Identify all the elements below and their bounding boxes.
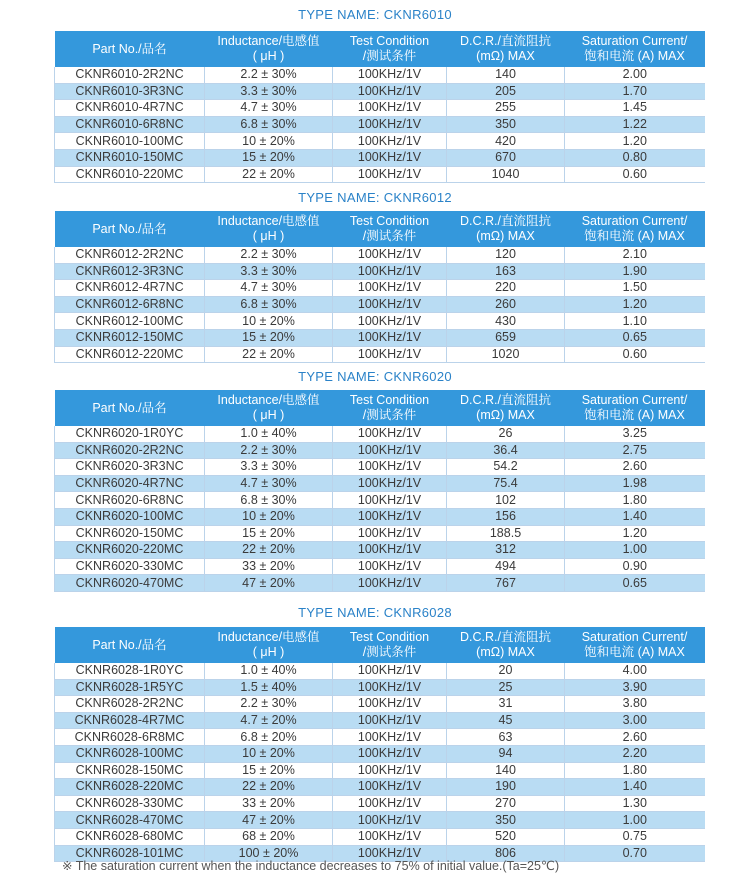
saturation-current-cell: 3.90: [565, 679, 705, 696]
saturation-current-cell: 1.30: [565, 795, 705, 812]
test-condition-cell: 100KHz/1V: [333, 795, 447, 812]
spec-table: [54, 390, 705, 592]
test-condition-cell: 100KHz/1V: [333, 508, 447, 525]
part-no-cell: CKNR6028-330MC: [55, 795, 205, 812]
section-title: TYPE NAME: CKNR6028: [298, 605, 452, 620]
dcr-cell: 156: [447, 508, 565, 525]
part-no-cell: CKNR6010-150MC: [55, 149, 205, 166]
saturation-current-cell: 1.40: [565, 779, 705, 796]
dcr-cell: 36.4: [447, 442, 565, 459]
inductance-cell: 6.8 ± 30%: [205, 116, 333, 133]
table-row: [55, 426, 705, 442]
inductance-cell: 4.7 ± 20%: [205, 712, 333, 729]
inductance-cell: 100 ± 20%: [205, 845, 333, 862]
dcr-cell: 430: [447, 313, 565, 330]
inductance-cell: 2.2 ± 30%: [205, 696, 333, 713]
test-condition-cell: 100KHz/1V: [333, 492, 447, 509]
spec-table: [54, 627, 705, 862]
header-test-condition: Test Condition /测试条件: [333, 31, 447, 67]
dcr-cell: 163: [447, 263, 565, 280]
part-no-cell: CKNR6028-101MC: [55, 845, 205, 862]
part-no-cell: CKNR6028-4R7MC: [55, 712, 205, 729]
inductance-cell: 3.3 ± 30%: [205, 459, 333, 476]
dcr-cell: 312: [447, 542, 565, 559]
inductance-cell: 10 ± 20%: [205, 133, 333, 150]
header-inductance: Inductance/电感值 ( μH ): [205, 31, 333, 67]
inductance-cell: 4.7 ± 30%: [205, 280, 333, 297]
section-title: TYPE NAME: CKNR6010: [298, 7, 452, 22]
dcr-cell: 25: [447, 679, 565, 696]
table-row: [55, 116, 705, 133]
test-condition-cell: 100KHz/1V: [333, 280, 447, 297]
test-condition-cell: 100KHz/1V: [333, 762, 447, 779]
part-no-cell: CKNR6010-220MC: [55, 166, 205, 183]
part-no-cell: CKNR6020-470MC: [55, 575, 205, 592]
table-row: [55, 475, 705, 492]
part-no-cell: CKNR6028-100MC: [55, 745, 205, 762]
inductance-cell: 1.0 ± 40%: [205, 426, 333, 442]
test-condition-cell: 100KHz/1V: [333, 663, 447, 679]
inductance-cell: 33 ± 20%: [205, 795, 333, 812]
test-condition-cell: 100KHz/1V: [333, 247, 447, 263]
dcr-cell: 255: [447, 100, 565, 117]
saturation-current-cell: 2.20: [565, 745, 705, 762]
table-row: [55, 83, 705, 100]
table-row: [55, 779, 705, 796]
saturation-current-cell: 2.00: [565, 67, 705, 83]
dcr-cell: 120: [447, 247, 565, 263]
test-condition-cell: 100KHz/1V: [333, 329, 447, 346]
part-no-cell: CKNR6012-3R3NC: [55, 263, 205, 280]
section-title: TYPE NAME: CKNR6020: [298, 369, 452, 384]
part-no-cell: CKNR6028-470MC: [55, 812, 205, 829]
table-row: [55, 795, 705, 812]
header-dcr: D.C.R./直流阻抗 (mΩ) MAX: [447, 390, 565, 426]
table-row: [55, 296, 705, 313]
inductance-cell: 10 ± 20%: [205, 745, 333, 762]
table-row: [55, 329, 705, 346]
saturation-current-cell: 0.65: [565, 329, 705, 346]
dcr-cell: 26: [447, 426, 565, 442]
test-condition-cell: 100KHz/1V: [333, 475, 447, 492]
table-row: [55, 280, 705, 297]
header-part-no: Part No./品名: [55, 627, 205, 663]
table-row: [55, 745, 705, 762]
test-condition-cell: 100KHz/1V: [333, 166, 447, 183]
table-row: [55, 812, 705, 829]
inductance-cell: 2.2 ± 30%: [205, 247, 333, 263]
dcr-cell: 270: [447, 795, 565, 812]
saturation-current-cell: 1.20: [565, 296, 705, 313]
table-row: [55, 712, 705, 729]
dcr-cell: 63: [447, 729, 565, 746]
header-part-no: Part No./品名: [55, 31, 205, 67]
header-saturation-current: Saturation Current/ 饱和电流 (A) MAX: [565, 31, 705, 67]
dcr-cell: 45: [447, 712, 565, 729]
part-no-cell: CKNR6028-150MC: [55, 762, 205, 779]
part-no-cell: CKNR6012-150MC: [55, 329, 205, 346]
header-dcr: D.C.R./直流阻抗 (mΩ) MAX: [447, 627, 565, 663]
test-condition-cell: 100KHz/1V: [333, 575, 447, 592]
test-condition-cell: 100KHz/1V: [333, 426, 447, 442]
part-no-cell: CKNR6012-4R7NC: [55, 280, 205, 297]
table-row: [55, 679, 705, 696]
test-condition-cell: 100KHz/1V: [333, 679, 447, 696]
part-no-cell: CKNR6028-220MC: [55, 779, 205, 796]
dcr-cell: 205: [447, 83, 565, 100]
test-condition-cell: 100KHz/1V: [333, 116, 447, 133]
part-no-cell: CKNR6020-3R3NC: [55, 459, 205, 476]
test-condition-cell: 100KHz/1V: [333, 812, 447, 829]
header-part-no: Part No./品名: [55, 211, 205, 247]
table-row: [55, 525, 705, 542]
test-condition-cell: 100KHz/1V: [333, 67, 447, 83]
header-saturation-current: Saturation Current/ 饱和电流 (A) MAX: [565, 627, 705, 663]
table-row: [55, 492, 705, 509]
saturation-current-cell: 3.00: [565, 712, 705, 729]
part-no-cell: CKNR6012-100MC: [55, 313, 205, 330]
dcr-cell: 350: [447, 116, 565, 133]
header-dcr: D.C.R./直流阻抗 (mΩ) MAX: [447, 211, 565, 247]
inductance-cell: 1.5 ± 40%: [205, 679, 333, 696]
inductance-cell: 47 ± 20%: [205, 575, 333, 592]
header-test-condition: Test Condition /测试条件: [333, 211, 447, 247]
saturation-current-cell: 1.20: [565, 133, 705, 150]
dcr-cell: 1040: [447, 166, 565, 183]
table-row: [55, 346, 705, 363]
dcr-cell: 54.2: [447, 459, 565, 476]
inductance-cell: 47 ± 20%: [205, 812, 333, 829]
saturation-current-cell: 2.60: [565, 729, 705, 746]
table-row: [55, 133, 705, 150]
part-no-cell: CKNR6010-3R3NC: [55, 83, 205, 100]
test-condition-cell: 100KHz/1V: [333, 745, 447, 762]
saturation-current-cell: 1.70: [565, 83, 705, 100]
spec-table: [54, 211, 705, 363]
inductance-cell: 22 ± 20%: [205, 346, 333, 363]
part-no-cell: CKNR6020-6R8NC: [55, 492, 205, 509]
inductance-cell: 2.2 ± 30%: [205, 67, 333, 83]
test-condition-cell: 100KHz/1V: [333, 442, 447, 459]
saturation-current-cell: 1.80: [565, 762, 705, 779]
part-no-cell: CKNR6010-100MC: [55, 133, 205, 150]
saturation-current-cell: 3.25: [565, 426, 705, 442]
part-no-cell: CKNR6020-100MC: [55, 508, 205, 525]
test-condition-cell: 100KHz/1V: [333, 459, 447, 476]
inductance-cell: 22 ± 20%: [205, 166, 333, 183]
table-row: [55, 729, 705, 746]
inductance-cell: 4.7 ± 30%: [205, 475, 333, 492]
table-row: [55, 67, 705, 83]
inductance-cell: 10 ± 20%: [205, 313, 333, 330]
inductance-cell: 33 ± 20%: [205, 558, 333, 575]
dcr-cell: 31: [447, 696, 565, 713]
inductance-cell: 4.7 ± 30%: [205, 100, 333, 117]
table-row: [55, 575, 705, 592]
part-no-cell: CKNR6028-1R0YC: [55, 663, 205, 679]
dcr-cell: 188.5: [447, 525, 565, 542]
test-condition-cell: 100KHz/1V: [333, 779, 447, 796]
header-dcr: D.C.R./直流阻抗 (mΩ) MAX: [447, 31, 565, 67]
dcr-cell: 94: [447, 745, 565, 762]
test-condition-cell: 100KHz/1V: [333, 712, 447, 729]
section-title: TYPE NAME: CKNR6012: [298, 190, 452, 205]
saturation-current-cell: 1.00: [565, 812, 705, 829]
saturation-current-cell: 0.75: [565, 828, 705, 845]
part-no-cell: CKNR6028-2R2NC: [55, 696, 205, 713]
inductance-cell: 1.0 ± 40%: [205, 663, 333, 679]
dcr-cell: 75.4: [447, 475, 565, 492]
saturation-current-cell: 0.65: [565, 575, 705, 592]
saturation-current-cell: 0.90: [565, 558, 705, 575]
saturation-current-cell: 1.20: [565, 525, 705, 542]
test-condition-cell: 100KHz/1V: [333, 83, 447, 100]
part-no-cell: CKNR6012-2R2NC: [55, 247, 205, 263]
saturation-current-cell: 0.70: [565, 845, 705, 862]
inductance-cell: 22 ± 20%: [205, 779, 333, 796]
part-no-cell: CKNR6010-2R2NC: [55, 67, 205, 83]
saturation-current-cell: 0.60: [565, 166, 705, 183]
saturation-current-cell: 2.10: [565, 247, 705, 263]
saturation-current-cell: 1.00: [565, 542, 705, 559]
header-test-condition: Test Condition /测试条件: [333, 390, 447, 426]
table-row: [55, 459, 705, 476]
dcr-cell: 102: [447, 492, 565, 509]
part-no-cell: CKNR6020-2R2NC: [55, 442, 205, 459]
table-row: [55, 558, 705, 575]
dcr-cell: 220: [447, 280, 565, 297]
test-condition-cell: 100KHz/1V: [333, 296, 447, 313]
table-row: [55, 828, 705, 845]
inductance-cell: 10 ± 20%: [205, 508, 333, 525]
table-row: [55, 313, 705, 330]
saturation-current-cell: 3.80: [565, 696, 705, 713]
table-row: [55, 508, 705, 525]
dcr-cell: 806: [447, 845, 565, 862]
part-no-cell: CKNR6028-1R5YC: [55, 679, 205, 696]
table-row: [55, 542, 705, 559]
part-no-cell: CKNR6020-1R0YC: [55, 426, 205, 442]
saturation-current-cell: 1.98: [565, 475, 705, 492]
part-no-cell: CKNR6028-680MC: [55, 828, 205, 845]
saturation-current-cell: 0.80: [565, 149, 705, 166]
table-row: [55, 696, 705, 713]
part-no-cell: CKNR6020-4R7NC: [55, 475, 205, 492]
table-row: [55, 247, 705, 263]
footnote: ※ The saturation current when the inductance decreases to 75% of initial value.(Ta=25℃): [62, 859, 560, 873]
part-no-cell: CKNR6020-220MC: [55, 542, 205, 559]
inductance-cell: 6.8 ± 30%: [205, 492, 333, 509]
inductance-cell: 3.3 ± 30%: [205, 263, 333, 280]
test-condition-cell: 100KHz/1V: [333, 263, 447, 280]
saturation-current-cell: 1.50: [565, 280, 705, 297]
inductance-cell: 68 ± 20%: [205, 828, 333, 845]
part-no-cell: CKNR6028-6R8MC: [55, 729, 205, 746]
header-saturation-current: Saturation Current/ 饱和电流 (A) MAX: [565, 211, 705, 247]
inductance-cell: 15 ± 20%: [205, 762, 333, 779]
test-condition-cell: 100KHz/1V: [333, 313, 447, 330]
header-inductance: Inductance/电感值 ( μH ): [205, 627, 333, 663]
table-row: [55, 442, 705, 459]
dcr-cell: 420: [447, 133, 565, 150]
header-test-condition: Test Condition /测试条件: [333, 627, 447, 663]
test-condition-cell: 100KHz/1V: [333, 542, 447, 559]
saturation-current-cell: 2.60: [565, 459, 705, 476]
header-inductance: Inductance/电感值 ( μH ): [205, 211, 333, 247]
header-inductance: Inductance/电感值 ( μH ): [205, 390, 333, 426]
test-condition-cell: 100KHz/1V: [333, 149, 447, 166]
part-no-cell: CKNR6012-6R8NC: [55, 296, 205, 313]
test-condition-cell: 100KHz/1V: [333, 100, 447, 117]
dcr-cell: 350: [447, 812, 565, 829]
header-part-no: Part No./品名: [55, 390, 205, 426]
saturation-current-cell: 1.45: [565, 100, 705, 117]
inductance-cell: 3.3 ± 30%: [205, 83, 333, 100]
part-no-cell: CKNR6012-220MC: [55, 346, 205, 363]
part-no-cell: CKNR6010-6R8NC: [55, 116, 205, 133]
dcr-cell: 140: [447, 67, 565, 83]
part-no-cell: CKNR6020-330MC: [55, 558, 205, 575]
saturation-current-cell: 1.40: [565, 508, 705, 525]
inductance-cell: 6.8 ± 20%: [205, 729, 333, 746]
test-condition-cell: 100KHz/1V: [333, 346, 447, 363]
spec-table: [54, 31, 705, 183]
dcr-cell: 1020: [447, 346, 565, 363]
dcr-cell: 520: [447, 828, 565, 845]
dcr-cell: 767: [447, 575, 565, 592]
test-condition-cell: 100KHz/1V: [333, 828, 447, 845]
test-condition-cell: 100KHz/1V: [333, 729, 447, 746]
part-no-cell: CKNR6020-150MC: [55, 525, 205, 542]
saturation-current-cell: 1.80: [565, 492, 705, 509]
dcr-cell: 190: [447, 779, 565, 796]
table-row: [55, 263, 705, 280]
dcr-cell: 494: [447, 558, 565, 575]
inductance-cell: 15 ± 20%: [205, 329, 333, 346]
table-row: [55, 100, 705, 117]
inductance-cell: 15 ± 20%: [205, 525, 333, 542]
inductance-cell: 22 ± 20%: [205, 542, 333, 559]
dcr-cell: 140: [447, 762, 565, 779]
test-condition-cell: 100KHz/1V: [333, 845, 447, 862]
saturation-current-cell: 4.00: [565, 663, 705, 679]
dcr-cell: 260: [447, 296, 565, 313]
saturation-current-cell: 2.75: [565, 442, 705, 459]
table-row: [55, 762, 705, 779]
part-no-cell: CKNR6010-4R7NC: [55, 100, 205, 117]
table-row: [55, 663, 705, 679]
saturation-current-cell: 0.60: [565, 346, 705, 363]
test-condition-cell: 100KHz/1V: [333, 133, 447, 150]
inductance-cell: 2.2 ± 30%: [205, 442, 333, 459]
inductance-cell: 6.8 ± 30%: [205, 296, 333, 313]
header-saturation-current: Saturation Current/ 饱和电流 (A) MAX: [565, 390, 705, 426]
saturation-current-cell: 1.22: [565, 116, 705, 133]
test-condition-cell: 100KHz/1V: [333, 696, 447, 713]
dcr-cell: 670: [447, 149, 565, 166]
test-condition-cell: 100KHz/1V: [333, 558, 447, 575]
dcr-cell: 659: [447, 329, 565, 346]
dcr-cell: 20: [447, 663, 565, 679]
table-row: [55, 149, 705, 166]
saturation-current-cell: 1.10: [565, 313, 705, 330]
table-row: [55, 166, 705, 183]
test-condition-cell: 100KHz/1V: [333, 525, 447, 542]
inductance-cell: 15 ± 20%: [205, 149, 333, 166]
saturation-current-cell: 1.90: [565, 263, 705, 280]
